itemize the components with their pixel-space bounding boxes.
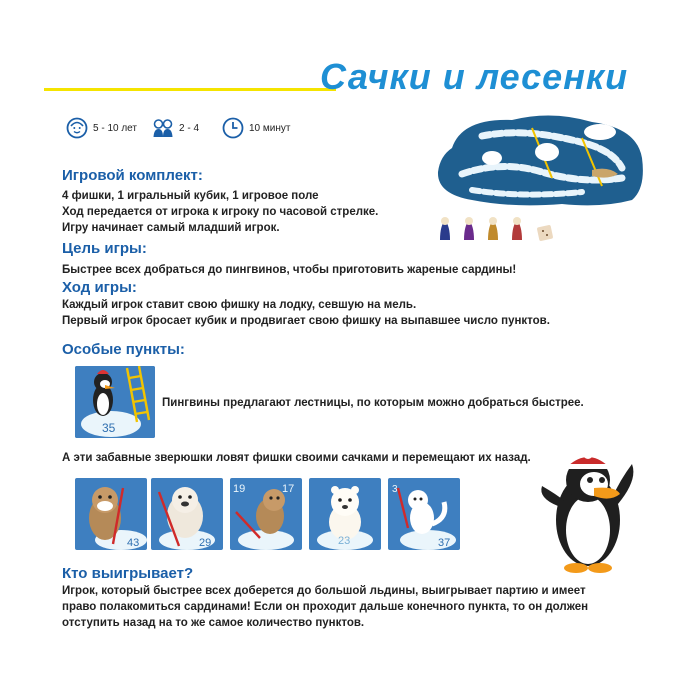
turn-line-1: Каждый игрок ставит свою фишку на лодку, севшую на мель.: [62, 299, 417, 311]
turn-line-2: Первый игрок бросает кубик и продвигает свою фишку на выпавшее число пунктов.: [62, 315, 550, 327]
animal-tile-4: [309, 478, 381, 550]
win-line-1: Игрок, который быстрее всех доберется до большой льдины, выигрывает партию и имеет: [62, 585, 586, 597]
age-info: [66, 116, 137, 140]
win-heading: Кто выигрывает?: [62, 565, 194, 582]
pawn-2: [464, 217, 474, 240]
animals-text: А эти забавные зверюшки ловят фишки своими сачками и перемещают их назад.: [62, 452, 531, 464]
clock-icon: [222, 117, 244, 139]
animal-tile-number: 23: [338, 535, 351, 547]
animal-tile-1: [75, 478, 147, 550]
age-value: 5 - 10 лет: [93, 122, 137, 134]
page-title: Сачки и лесенки: [320, 56, 629, 97]
animal-tile-number: 43: [127, 537, 140, 549]
animal-tile-5: [388, 478, 460, 550]
pawn-3: [488, 217, 498, 240]
win-line-3: отступить назад на то же самое количество пунктов.: [62, 617, 365, 629]
time-value: 10 минут: [249, 122, 291, 134]
pawn-1: [440, 217, 450, 240]
special-heading: Особые пункты:: [62, 341, 185, 358]
time-info: [222, 116, 290, 140]
animal-tile-extra-number: 3: [392, 484, 398, 495]
animal-tile-number: 29: [199, 537, 212, 549]
title-underline: [44, 88, 336, 91]
penguin-text: Пингвины предлагают лестницы, по которым можно добраться быстрее.: [162, 397, 584, 409]
penguin-ladder-tile: [75, 366, 155, 438]
players-value: 2 - 4: [179, 122, 200, 134]
pawn-4: [512, 217, 522, 240]
child-face-icon: [66, 117, 88, 139]
goal-text: Быстрее всех добраться до пингвинов, чтобы приготовить жареные сардины!: [62, 264, 517, 276]
penguin-tile-number: 35: [102, 421, 116, 435]
animal-tile-3: [230, 478, 302, 550]
animal-tile-number: 37: [438, 537, 451, 549]
turn-heading: Ход игры:: [62, 279, 137, 296]
game-board-image: [432, 108, 650, 258]
players-icon: [152, 117, 174, 139]
goal-heading: Цель игры:: [62, 240, 147, 257]
players-info: [152, 116, 199, 140]
kit-line-2: Ход передается от игрока к игроку по часовой стрелке.: [62, 206, 379, 218]
win-line-2: право полакомиться сардинами! Если он проходит дальше конечного пункта, то он должен: [62, 601, 589, 613]
animal-tile-number: 19: [233, 483, 246, 495]
kit-heading: Игровой комплект:: [62, 167, 203, 184]
animal-tile-2: [151, 478, 223, 550]
penguin-illustration: [536, 450, 646, 575]
animal-tile-extra-number: 17: [282, 483, 295, 495]
kit-line-3: Игру начинает самый младший игрок.: [62, 222, 280, 234]
kit-line-1: 4 фишки, 1 игральный кубик, 1 игровое поле: [62, 190, 319, 202]
